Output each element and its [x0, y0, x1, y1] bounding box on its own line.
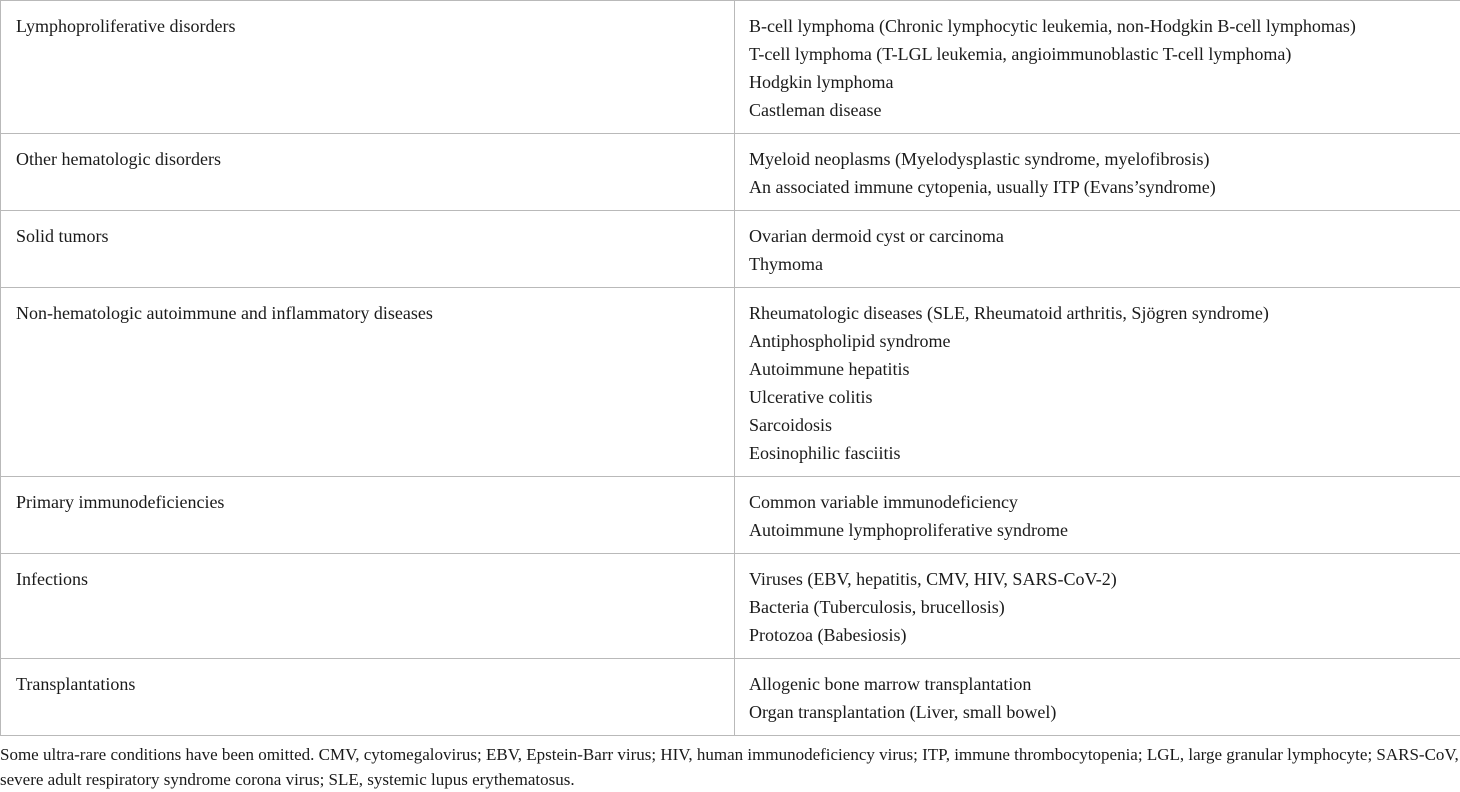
- list-item: Ovarian dermoid cyst or carcinoma: [749, 222, 1446, 250]
- category-cell: Lymphoproliferative disorders: [1, 1, 735, 134]
- list-item: Castleman disease: [749, 96, 1446, 124]
- items-cell: [735, 1, 1460, 134]
- table-row: [1, 477, 1460, 554]
- list-item: Bacteria (Tuberculosis, brucellosis): [749, 593, 1446, 621]
- list-item: Sarcoidosis: [749, 411, 1446, 439]
- list-item: B-cell lymphoma (Chronic lymphocytic leukemia, non-Hodgkin B-cell lymphomas): [749, 12, 1446, 40]
- table-row: [1, 659, 1460, 736]
- category-cell: Non-hematologic autoimmune and inflammatory diseases: [1, 288, 735, 477]
- list-item: Hodgkin lymphoma: [749, 68, 1446, 96]
- table-row: [1, 134, 1460, 211]
- items-cell: [735, 659, 1460, 736]
- category-cell: Other hematologic disorders: [1, 134, 735, 211]
- list-item: Viruses (EBV, hepatitis, CMV, HIV, SARS-CoV-2): [749, 565, 1446, 593]
- category-cell: Solid tumors: [1, 211, 735, 288]
- list-item: Allogenic bone marrow transplantation: [749, 670, 1446, 698]
- category-cell: Transplantations: [1, 659, 735, 736]
- items-cell: [735, 211, 1460, 288]
- table-row: [1, 554, 1460, 659]
- category-cell: Infections: [1, 554, 735, 659]
- list-item: Myeloid neoplasms (Myelodysplastic syndrome, myelofibrosis): [749, 145, 1446, 173]
- list-item: Autoimmune lymphoproliferative syndrome: [749, 516, 1446, 544]
- items-cell: [735, 288, 1460, 477]
- items-cell: [735, 554, 1460, 659]
- table-footnote: Some ultra-rare conditions have been omitted. CMV, cytomegalovirus; EBV, Epstein-Barr virus; HIV, human immunodeficiency virus; ITP, immune thrombocytopenia; LGL, large granular lymphocyte; SARS-CoV, severe adult respiratory syndrome corona virus; SLE, systemic lupus erythematosus.: [0, 736, 1460, 792]
- list-item: Autoimmune hepatitis: [749, 355, 1446, 383]
- table-row: [1, 288, 1460, 477]
- list-item: An associated immune cytopenia, usually ITP (Evans’syndrome): [749, 173, 1446, 201]
- conditions-table-body: [1, 1, 1460, 736]
- list-item: Thymoma: [749, 250, 1446, 278]
- items-cell: [735, 134, 1460, 211]
- table-row: [1, 1, 1460, 134]
- items-cell: [735, 477, 1460, 554]
- list-item: Eosinophilic fasciitis: [749, 439, 1446, 467]
- list-item: Common variable immunodeficiency: [749, 488, 1446, 516]
- category-cell: Primary immunodeficiencies: [1, 477, 735, 554]
- list-item: Rheumatologic diseases (SLE, Rheumatoid arthritis, Sjögren syndrome): [749, 299, 1446, 327]
- list-item: T-cell lymphoma (T-LGL leukemia, angioimmunoblastic T-cell lymphoma): [749, 40, 1446, 68]
- list-item: Ulcerative colitis: [749, 383, 1446, 411]
- table-row: [1, 211, 1460, 288]
- list-item: Antiphospholipid syndrome: [749, 327, 1446, 355]
- list-item: Organ transplantation (Liver, small bowel): [749, 698, 1446, 726]
- list-item: Protozoa (Babesiosis): [749, 621, 1446, 649]
